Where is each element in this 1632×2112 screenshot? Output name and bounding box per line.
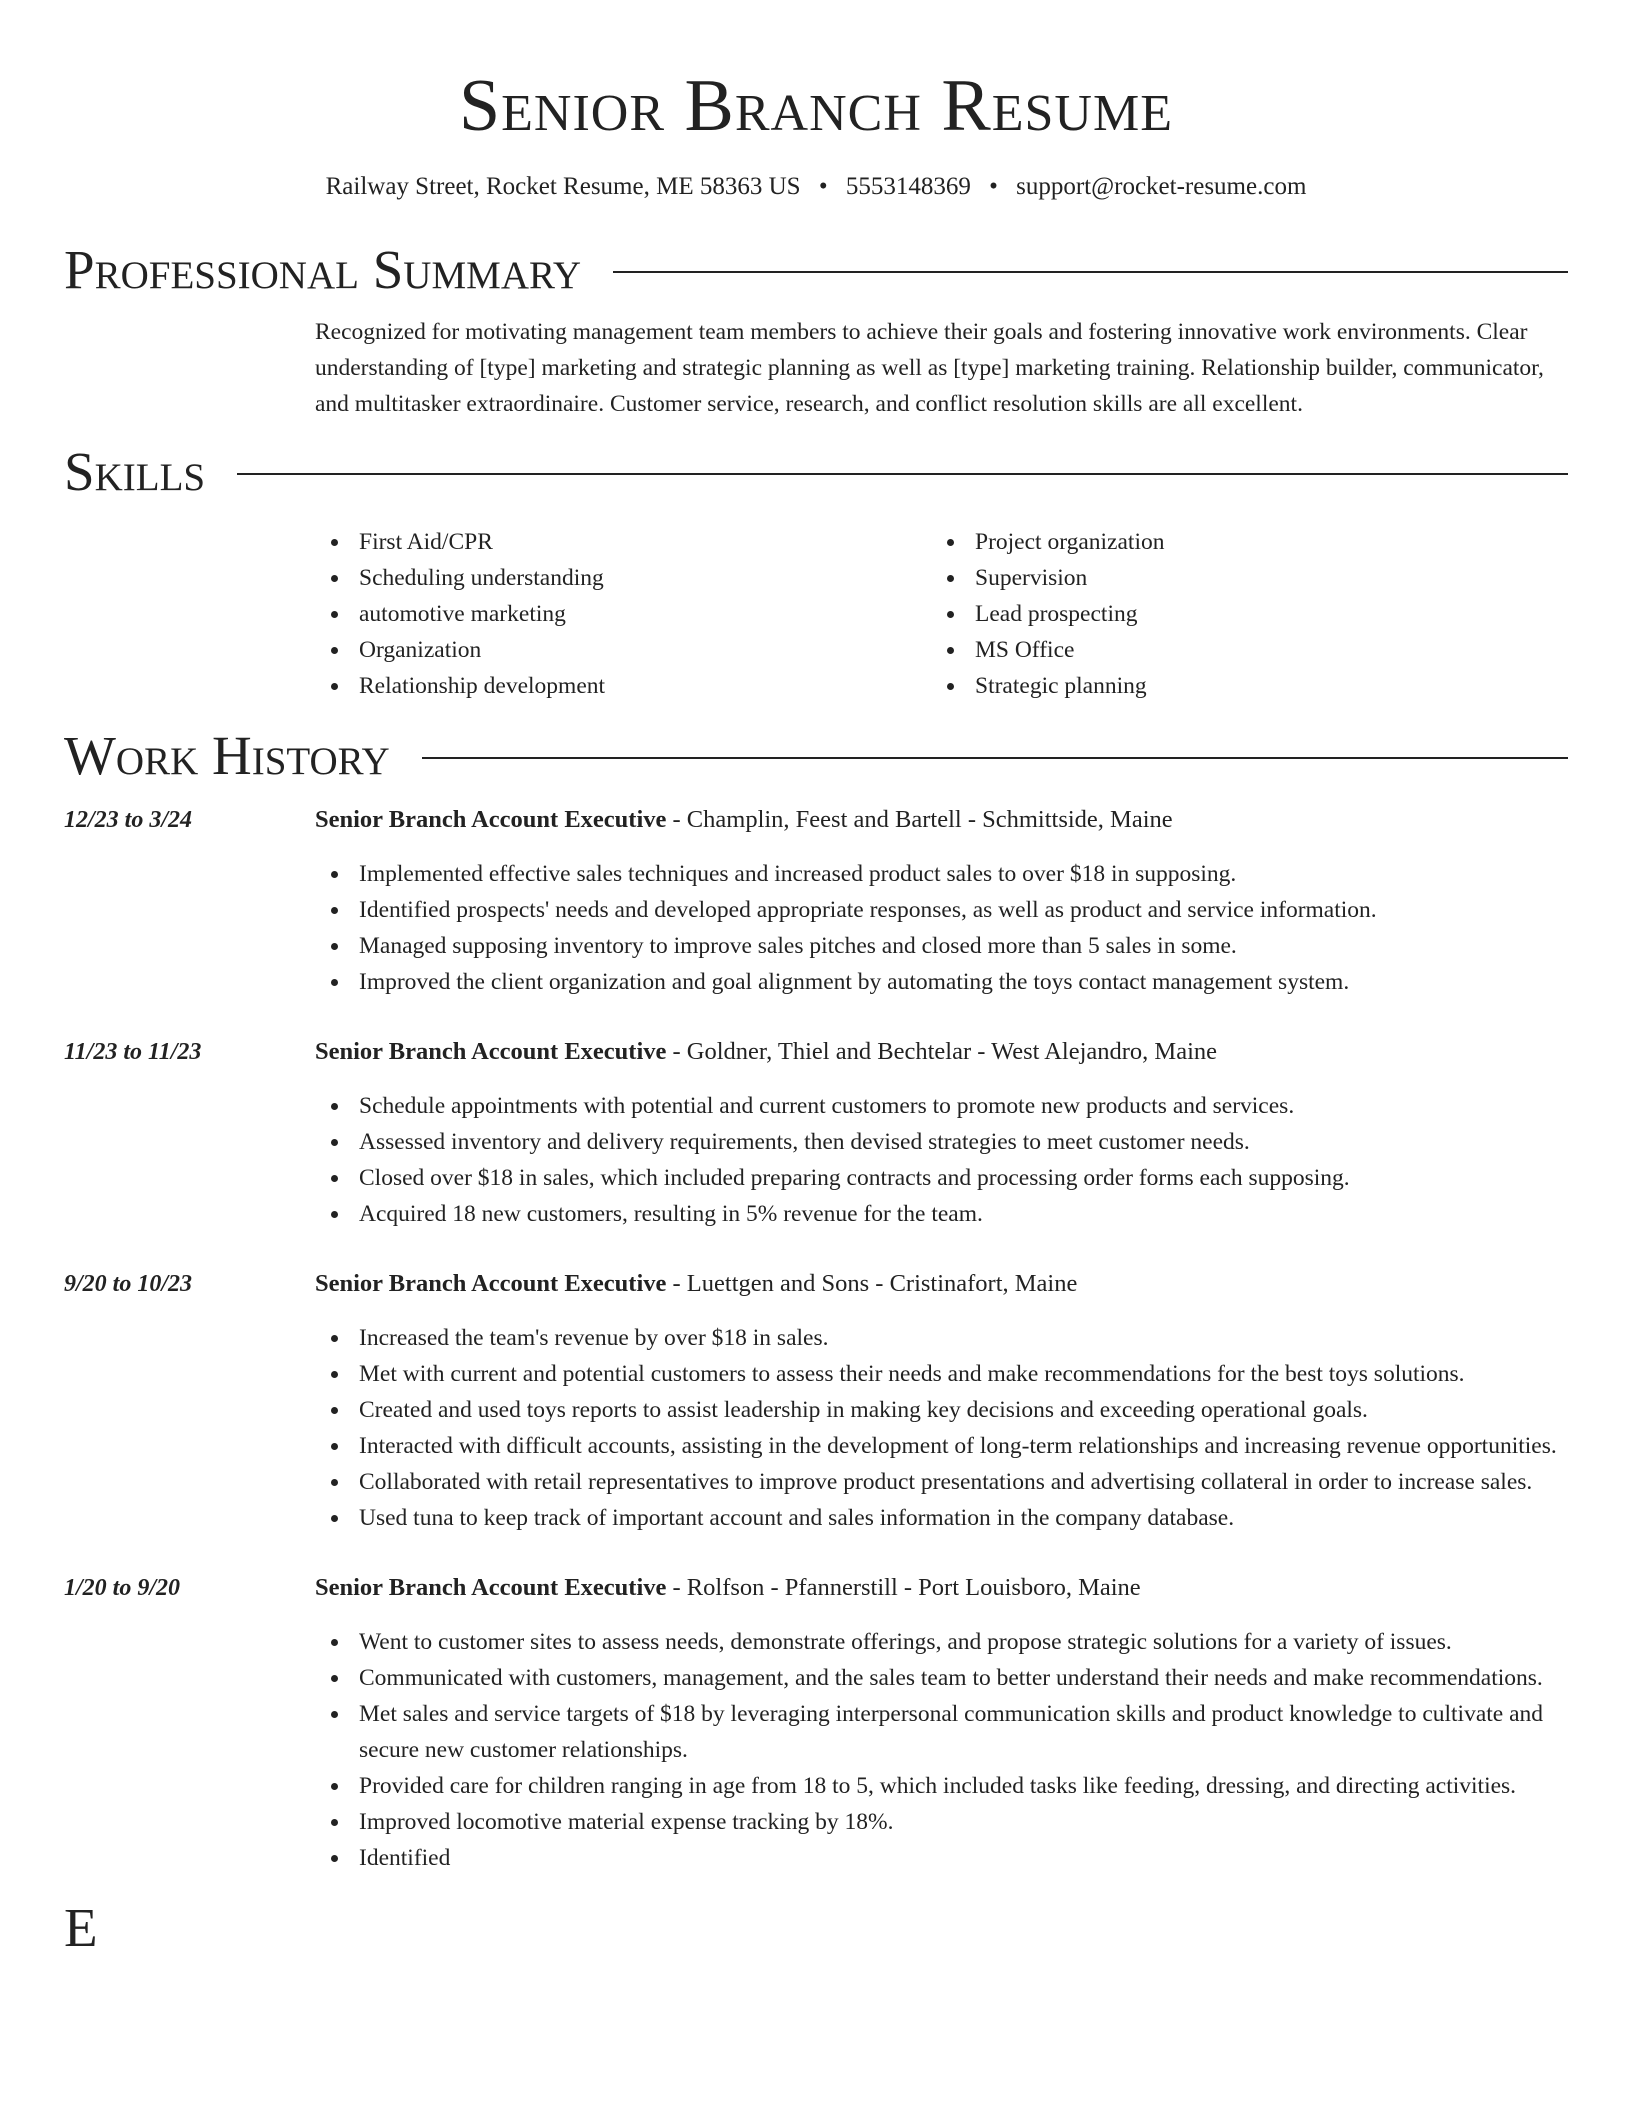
job-bullet: Assessed inventory and delivery requirements, then devised strategies to meet customer needs. (315, 1124, 1568, 1160)
job-bullets (315, 1624, 1568, 1876)
job-employer: - Luettgen and Sons - Cristinafort, Maine (666, 1270, 1078, 1297)
skills-left-list (315, 524, 931, 704)
section-rule (237, 473, 1568, 475)
job-bullet: Identified (315, 1840, 1568, 1876)
job-bullet: Met sales and service targets of $18 by leveraging interpersonal communication skills and product knowledge to cultivate and secure new customer relationships. (315, 1696, 1568, 1768)
summary-title: Professional Summary (64, 239, 582, 300)
job-bullet: Communicated with customers, management, and the sales team to better understand their needs and make recommendations. (315, 1660, 1568, 1696)
job-bullet: Collaborated with retail representatives to improve product presentations and advertising collateral in order to increase sales. (315, 1464, 1568, 1500)
skills-header (64, 440, 1568, 504)
job-entry (64, 1034, 1568, 1232)
contact-phone: 5553148369 (845, 173, 971, 200)
job-bullet: Closed over $18 in sales, which included preparing contracts and processing order forms each supposing. (315, 1160, 1568, 1196)
contact-separator: • (818, 173, 828, 200)
job-bullet: Increased the team's revenue by over $18 in sales. (315, 1320, 1568, 1356)
contact-separator: • (989, 173, 998, 200)
skill-item: Supervision (931, 560, 1547, 596)
skill-item: automotive marketing (315, 596, 931, 632)
skill-item: First Aid/CPR (315, 524, 931, 560)
job-bullet: Improved locomotive material expense tracking by 18%. (315, 1804, 1568, 1840)
skill-item: MS Office (931, 632, 1547, 668)
skill-item: Project organization (931, 524, 1547, 560)
job-heading (315, 1570, 1568, 1606)
job-bullet: Met with current and potential customers to assess their needs and make recommendations for the best toys solutions. (315, 1356, 1568, 1392)
job-employer: - Rolfson - Pfannerstill - Port Louisboro, Maine (666, 1574, 1141, 1601)
job-bullet: Schedule appointments with potential and current customers to promote new products and services. (315, 1088, 1568, 1124)
section-rule (613, 271, 1568, 273)
job-bullet: Identified prospects' needs and developed appropriate responses, as well as product and service information. (315, 892, 1568, 928)
contact-line (64, 170, 1568, 204)
job-bullets (315, 856, 1568, 1000)
job-employer: - Champlin, Feest and Bartell - Schmittside, Maine (666, 806, 1173, 833)
job-entry (64, 1266, 1568, 1536)
job-bullet: Provided care for children ranging in age from 18 to 5, which included tasks like feeding, dressing, and directing activities. (315, 1768, 1568, 1804)
job-bullets (315, 1320, 1568, 1536)
job-bullet: Went to customer sites to assess needs, demonstrate offerings, and propose strategic solutions for a variety of issues. (315, 1624, 1568, 1660)
job-heading (315, 1266, 1568, 1302)
job-bullet: Managed supposing inventory to improve sales pitches and closed more than 5 sales in some. (315, 928, 1568, 964)
skills-body (315, 524, 1568, 704)
contact-email: support@rocket-resume.com (1016, 173, 1307, 200)
job-bullet: Used tuna to keep track of important account and sales information in the company database. (315, 1500, 1568, 1536)
job-dates: 12/23 to 3/24 (64, 807, 193, 833)
skill-item: Strategic planning (931, 668, 1547, 704)
job-title: Senior Branch Account Executive (315, 1574, 667, 1601)
job-title: Senior Branch Account Executive (315, 1270, 667, 1297)
skill-item: Lead prospecting (931, 596, 1547, 632)
work-header (64, 724, 1568, 788)
job-bullets (315, 1088, 1568, 1232)
summary-body (315, 314, 1568, 422)
job-bullet: Implemented effective sales techniques and increased product sales to over $18 in supposing. (315, 856, 1568, 892)
summary-header (64, 238, 1568, 302)
contact-address: Railway Street, Rocket Resume, ME 58363 US (325, 173, 801, 200)
skill-item: Scheduling understanding (315, 560, 931, 596)
job-dates: 1/20 to 9/20 (64, 1575, 181, 1601)
job-title: Senior Branch Account Executive (315, 1038, 667, 1065)
next-section-title-partial: E (64, 1897, 98, 1958)
job-heading (315, 1034, 1568, 1070)
job-heading (315, 802, 1568, 838)
job-title: Senior Branch Account Executive (315, 806, 667, 833)
job-entry (64, 802, 1568, 1000)
skill-item: Relationship development (315, 668, 931, 704)
job-employer: - Goldner, Thiel and Bechtelar - West Alejandro, Maine (666, 1038, 1218, 1065)
job-bullet: Interacted with difficult accounts, assisting in the development of long-term relationships and increasing revenue opportunities. (315, 1428, 1568, 1464)
job-bullet: Improved the client organization and goal alignment by automating the toys contact management system. (315, 964, 1568, 1000)
work-title: Work History (64, 725, 390, 786)
section-rule (422, 757, 1568, 759)
skill-item: Organization (315, 632, 931, 668)
job-dates: 9/20 to 10/23 (64, 1271, 193, 1297)
skills-right-list (931, 524, 1547, 704)
skills-title: Skills (64, 441, 206, 502)
job-entry (64, 1570, 1568, 1876)
job-bullet: Created and used toys reports to assist leadership in making key decisions and exceeding operational goals. (315, 1392, 1568, 1428)
job-dates: 11/23 to 11/23 (64, 1039, 202, 1065)
summary-text: Recognized for motivating management team members to achieve their goals and fostering innovative work environments. Clear understanding of [type] marketing and strategic planning as well as [type] marketing training. Relationship builder, communicator, and multitasker extraordinaire. Customer service, research, and conflict resolution skills are all excellent. (315, 319, 1544, 417)
resume-name: Senior Branch Resume (458, 65, 1173, 147)
job-bullet: Acquired 18 new customers, resulting in 5% revenue for the team. (315, 1196, 1568, 1232)
